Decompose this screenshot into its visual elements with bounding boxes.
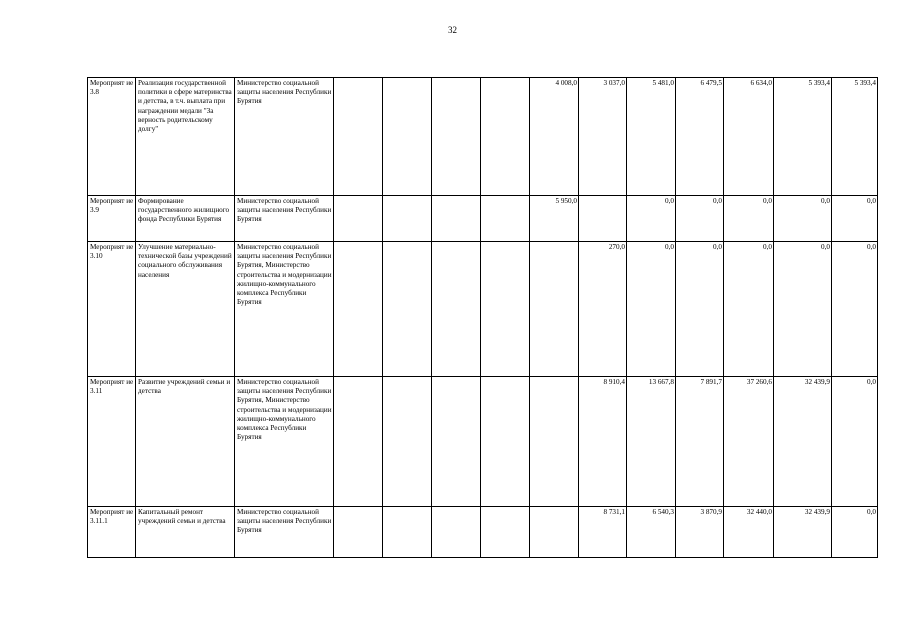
measure-code: Мероприят ие 3.11 [88, 377, 136, 507]
value-cell [481, 78, 530, 196]
value-cell: 32 439,9 [774, 507, 832, 558]
measure-name: Развитие учреждений семьи и детства [136, 377, 235, 507]
value-cell: 0,0 [724, 196, 774, 242]
value-cell: 5 481,0 [627, 78, 676, 196]
value-cell: 0,0 [832, 377, 878, 507]
value-cell [530, 507, 579, 558]
value-cell: 5 393,4 [832, 78, 878, 196]
measure-executor: Министерство социальной защиты населения Республики Бурятия, Министерство строительства и модернизации жилищно-коммунального комплекса Республики Бурятия [235, 377, 334, 507]
value-cell [481, 507, 530, 558]
measure-name: Формирование государственного жилищного фонда Республики Бурятия [136, 196, 235, 242]
table-row [88, 507, 878, 558]
measure-name: Улучшение материально-технической базы учреждений социального обслуживания населения [136, 242, 235, 377]
value-cell: 0,0 [774, 242, 832, 377]
value-cell [432, 78, 481, 196]
value-cell: 0,0 [832, 242, 878, 377]
value-cell: 32 439,9 [774, 377, 832, 507]
table-row [88, 78, 878, 196]
table-row [88, 196, 878, 242]
value-cell [334, 242, 383, 377]
value-cell: 0,0 [724, 242, 774, 377]
value-cell: 0,0 [676, 196, 724, 242]
value-cell [481, 242, 530, 377]
table-row [88, 377, 878, 507]
table-row [88, 242, 878, 377]
value-cell [579, 196, 627, 242]
value-cell [334, 377, 383, 507]
value-cell: 0,0 [832, 507, 878, 558]
value-cell [383, 242, 432, 377]
value-cell: 6 540,3 [627, 507, 676, 558]
value-cell [334, 196, 383, 242]
value-cell: 8 910,4 [579, 377, 627, 507]
value-cell: 6 479,5 [676, 78, 724, 196]
value-cell: 5 950,0 [530, 196, 579, 242]
value-cell [481, 196, 530, 242]
value-cell: 0,0 [774, 196, 832, 242]
value-cell [432, 507, 481, 558]
measure-code: Мероприят ие 3.10 [88, 242, 136, 377]
value-cell: 37 260,6 [724, 377, 774, 507]
measure-executor: Министерство социальной защиты населения Республики Бурятия [235, 78, 334, 196]
value-cell: 32 440,0 [724, 507, 774, 558]
measure-executor: Министерство социальной защиты населения Республики Бурятия [235, 507, 334, 558]
value-cell: 3 870,9 [676, 507, 724, 558]
value-cell: 4 008,0 [530, 78, 579, 196]
measure-code: Мероприят ие 3.11.1 [88, 507, 136, 558]
value-cell [383, 507, 432, 558]
value-cell [481, 377, 530, 507]
value-cell: 6 634,0 [724, 78, 774, 196]
value-cell: 0,0 [627, 242, 676, 377]
value-cell: 0,0 [676, 242, 724, 377]
value-cell [334, 507, 383, 558]
value-cell [383, 196, 432, 242]
measure-executor: Министерство социальной защиты населения Республики Бурятия, Министерство строительства и модернизации жилищно-коммунального комплекса Республики Бурятия [235, 242, 334, 377]
value-cell [383, 78, 432, 196]
value-cell: 5 393,4 [774, 78, 832, 196]
value-cell [530, 242, 579, 377]
measure-name: Реализация государственной политики в сфере материнства и детства, в т.ч. выплата при награждении медали "За верность родительскому долгу" [136, 78, 235, 196]
value-cell: 13 667,8 [627, 377, 676, 507]
value-cell [432, 242, 481, 377]
program-measures-table [87, 77, 878, 558]
measure-code: Мероприят ие 3.8 [88, 78, 136, 196]
value-cell: 270,0 [579, 242, 627, 377]
value-cell: 3 037,0 [579, 78, 627, 196]
measure-executor: Министерство социальной защиты населения Республики Бурятия [235, 196, 334, 242]
measure-code: Мероприят ие 3.9 [88, 196, 136, 242]
page-number: 32 [448, 25, 457, 35]
value-cell [383, 377, 432, 507]
value-cell [432, 377, 481, 507]
value-cell: 0,0 [832, 196, 878, 242]
value-cell: 7 891,7 [676, 377, 724, 507]
value-cell [432, 196, 481, 242]
value-cell: 0,0 [627, 196, 676, 242]
value-cell [530, 377, 579, 507]
value-cell: 8 731,1 [579, 507, 627, 558]
measure-name: Капитальный ремонт учреждений семьи и детства [136, 507, 235, 558]
value-cell [334, 78, 383, 196]
